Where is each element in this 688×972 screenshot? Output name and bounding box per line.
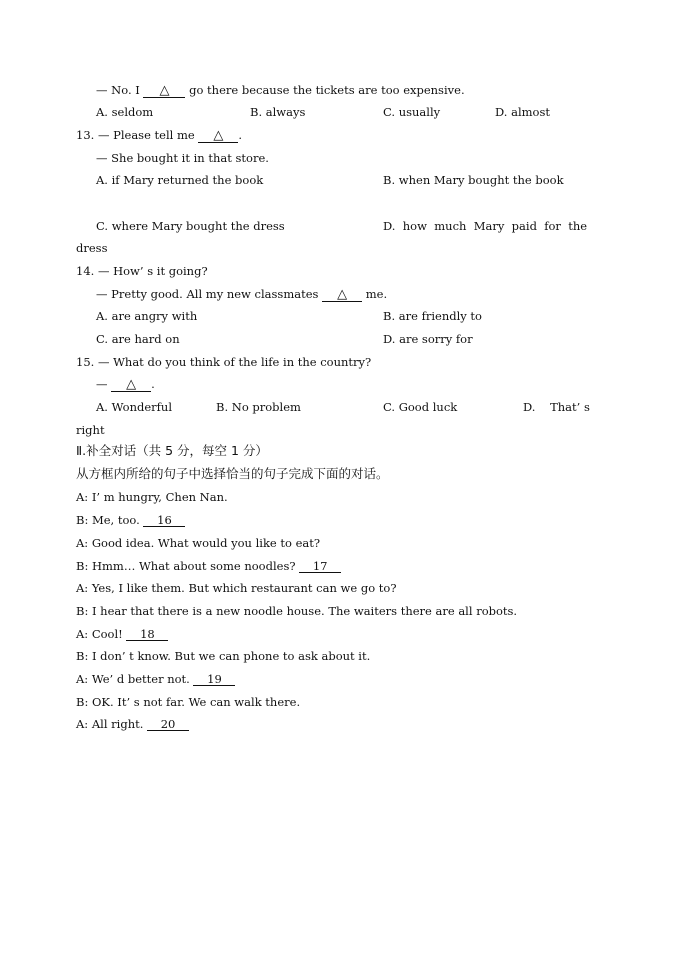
option-d: D. almost	[495, 105, 551, 119]
dialogue-line	[76, 513, 185, 527]
option-a: A. seldom	[96, 105, 154, 119]
option-a: A. are angry with	[96, 309, 198, 323]
option-c: C. are hard on	[96, 332, 180, 346]
dialogue-text: A: We’ d better not.	[76, 672, 190, 686]
option-a: A. if Mary returned the book	[96, 173, 264, 187]
dialogue-text: A: Cool!	[76, 627, 123, 641]
section-instruction: 从方框内所给的句子中选择恰当的句子完成下面的对话。	[76, 466, 389, 481]
option-b: B. always	[250, 105, 306, 119]
option-a: A. Wonderful	[96, 400, 172, 414]
dialogue-line: B: I don’ t know. But we can phone to ask about it.	[76, 649, 371, 663]
option-d-wrap: dress	[76, 241, 108, 255]
dialogue-line	[76, 672, 235, 686]
option-c: C. usually	[383, 105, 441, 119]
option-b: B. No problem	[216, 400, 301, 414]
question-13-answer: — She bought it in that store.	[96, 151, 269, 165]
option-d: D. That’ s	[523, 400, 590, 414]
question-14-stem: 14. — How’ s it going?	[76, 264, 208, 278]
option-c: C. Good luck	[383, 400, 458, 414]
option-d: D. are sorry for	[383, 332, 473, 346]
stem-text: .	[151, 377, 155, 391]
question-12-stem	[96, 83, 465, 98]
blank-20: 20	[147, 718, 189, 731]
answer-blank	[111, 378, 151, 392]
dialogue-line	[76, 717, 189, 731]
dialogue-text: A: All right.	[76, 717, 144, 731]
option-b: B. are friendly to	[383, 309, 482, 323]
blank-19: 19	[193, 673, 235, 686]
triangle-icon: △	[126, 377, 137, 392]
blank-17: 17	[299, 560, 341, 573]
question-14-reply	[96, 287, 387, 302]
dialogue-line: A: I’ m hungry, Chen Nan.	[76, 490, 228, 504]
dialogue-text: B: Me, too.	[76, 513, 140, 527]
triangle-icon: △	[159, 83, 170, 98]
stem-text: — Pretty good. All my new classmates	[96, 287, 319, 301]
stem-text: go there because the tickets are too expensive.	[189, 83, 465, 97]
triangle-icon: △	[337, 287, 348, 302]
option-d-wrap: right	[76, 423, 105, 437]
answer-blank	[198, 129, 238, 143]
blank-16: 16	[143, 514, 185, 527]
stem-text: .	[238, 128, 243, 142]
stem-text: —	[96, 377, 108, 391]
dialogue-line	[76, 627, 168, 641]
dialogue-line: A: Good idea. What would you like to eat?	[76, 536, 321, 550]
stem-text: me.	[365, 287, 388, 301]
stem-text: 13. — Please tell me	[76, 128, 195, 142]
answer-blank	[143, 84, 185, 98]
question-13-stem	[76, 128, 242, 143]
option-d: D. how much Mary paid for the	[383, 219, 588, 233]
stem-text: — No. I	[96, 83, 140, 97]
question-15-stem: 15. — What do you think of the life in the country?	[76, 355, 372, 369]
answer-blank	[322, 288, 362, 302]
dialogue-line: A: Yes, I like them. But which restaurant can we go to?	[76, 581, 397, 595]
option-c: C. where Mary bought the dress	[96, 219, 285, 233]
question-15-reply	[96, 377, 155, 392]
dialogue-line: B: I hear that there is a new noodle house. The waiters there are all robots.	[76, 604, 518, 618]
dialogue-line: B: OK. It’ s not far. We can walk there.	[76, 695, 301, 709]
triangle-icon: △	[213, 128, 224, 143]
option-b: B. when Mary bought the book	[383, 173, 564, 187]
dialogue-line	[76, 559, 341, 573]
dialogue-text: B: Hmm… What about some noodles?	[76, 559, 296, 573]
section-title: Ⅱ.补全对话（共 5 分，每空 1 分）	[76, 443, 268, 458]
blank-18: 18	[126, 628, 168, 641]
